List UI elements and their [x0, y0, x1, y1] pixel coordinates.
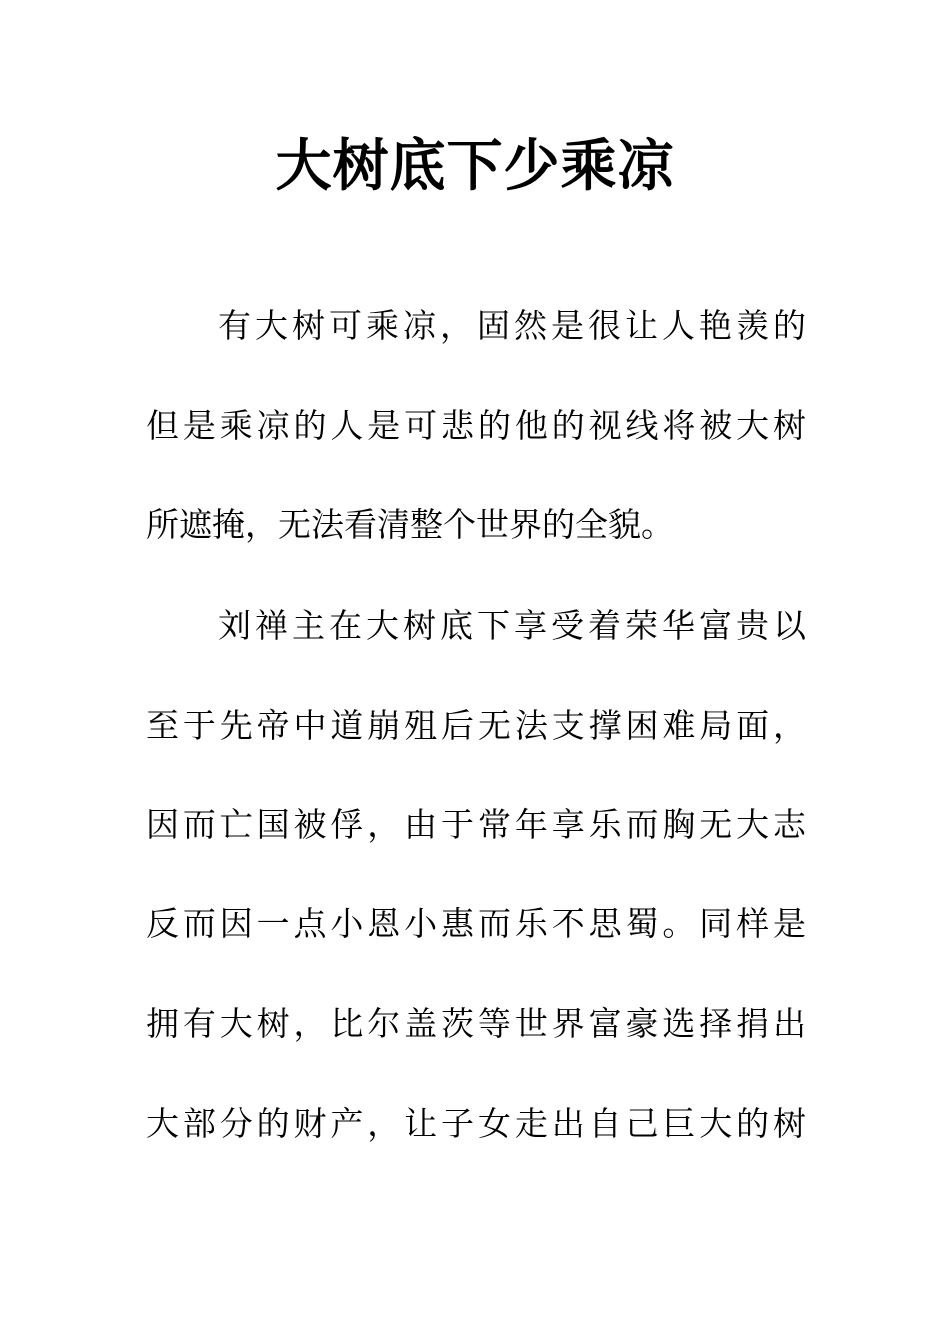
paragraph-2-line-1: 刘禅主在大树底下享受着荣华富贵以 [218, 606, 806, 645]
document-title: 大树底下少乘凉 [275, 133, 675, 199]
paragraph-2-line-5: 拥有大树，比尔盖茨等世界富豪选择捐出 [146, 1004, 806, 1043]
paragraph-2-line-3: 因而亡国被俘，由于常年享乐而胸无大志 [146, 805, 806, 844]
paragraph-1-line-3: 所遮掩，无法看清整个世界的全貌。 [146, 505, 674, 544]
paragraph-1-line-1: 有大树可乘凉，固然是很让人艳羡的 [218, 306, 806, 345]
paragraph-2-line-6: 大部分的财产，让子女走出自己巨大的树 [146, 1104, 806, 1143]
paragraph-2-line-2: 至于先帝中道崩殂后无法支撑困难局面， [146, 706, 806, 745]
paragraph-2-line-4: 反而因一点小恩小惠而乐不思蜀。同样是 [146, 904, 806, 943]
paragraph-1-line-2: 但是乘凉的人是可悲的他的视线将被大树 [146, 406, 806, 445]
